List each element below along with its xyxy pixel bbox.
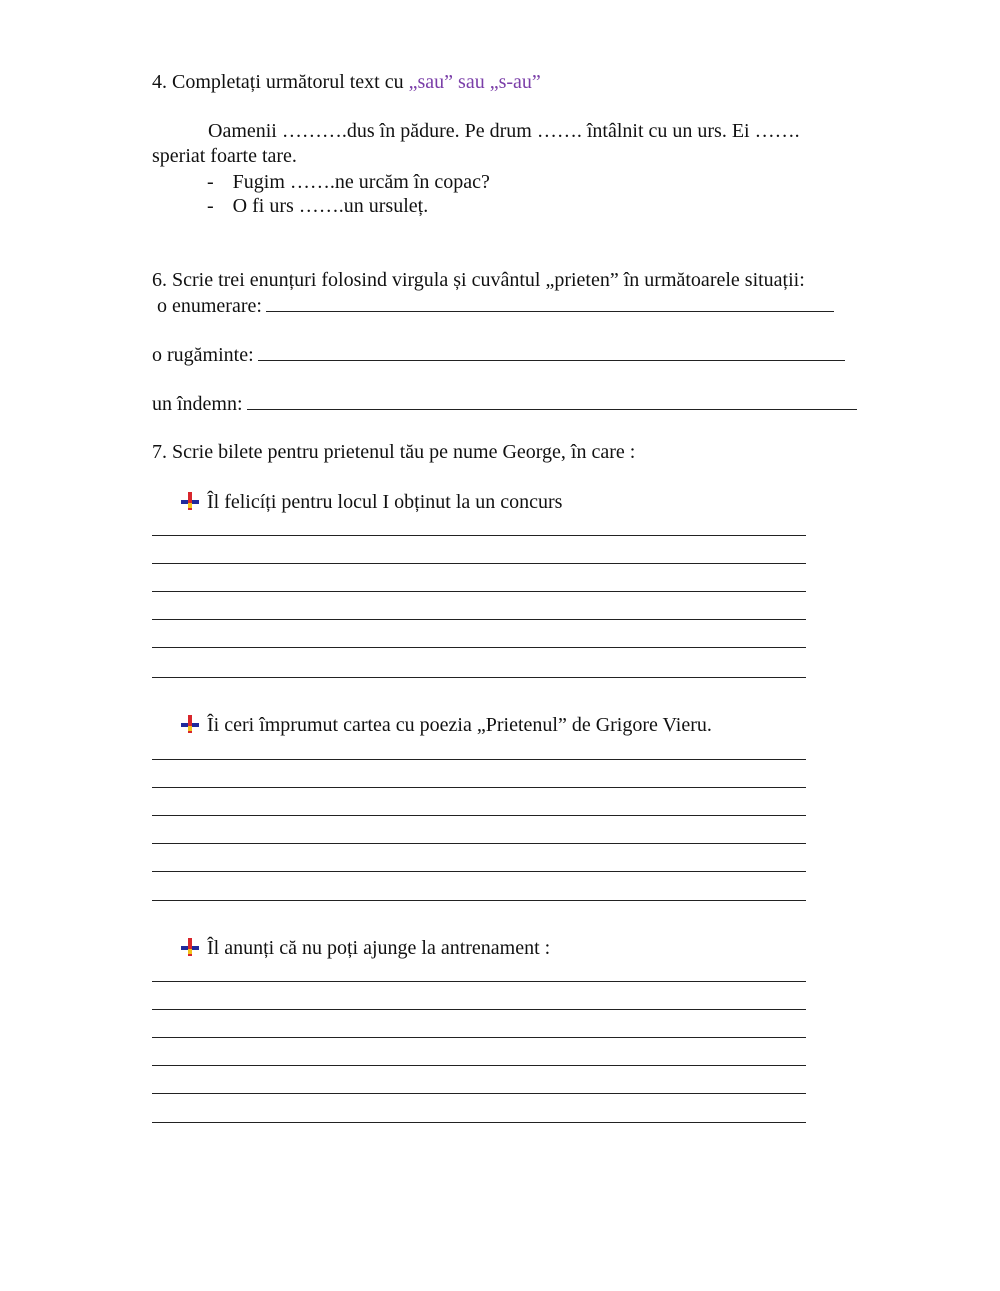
- task-text: Îl felicíți pentru locul I obținut la un concurs: [207, 491, 563, 513]
- q6-item-label: o enumerare:: [157, 295, 262, 317]
- bullet-arrow-icon: [181, 492, 199, 510]
- q6-item-label: un îndemn:: [152, 393, 243, 415]
- q4-dialog-1: [207, 170, 490, 194]
- writing-line[interactable]: [152, 677, 806, 678]
- answer-line[interactable]: [266, 293, 834, 312]
- writing-line[interactable]: [152, 815, 806, 816]
- task-text: Îl anunți că nu poți ajunge la antrenament :: [207, 937, 551, 959]
- writing-line[interactable]: [152, 563, 806, 564]
- answer-line[interactable]: [258, 342, 845, 361]
- q4-line2: speriat foarte tare.: [152, 145, 297, 167]
- writing-line[interactable]: [152, 900, 806, 901]
- q4-dialog-2: [207, 194, 428, 218]
- writing-line[interactable]: [152, 535, 806, 536]
- task-text: Îi ceri împrumut cartea cu poezia „Prietenul” de Grigore Vieru.: [207, 714, 712, 736]
- writing-line[interactable]: [152, 787, 806, 788]
- q6-title: 6. Scrie trei enunțuri folosind virgula și cuvântul „prieten” în următoarele situații:: [152, 269, 805, 291]
- q7-task-1: [181, 490, 562, 514]
- dialog-text: O fi urs …….un ursuleț.: [232, 195, 429, 217]
- q4-title: [152, 70, 541, 94]
- writing-line[interactable]: [152, 843, 806, 844]
- writing-line[interactable]: [152, 1037, 806, 1038]
- q6-item-enumerare: [157, 293, 834, 318]
- q6-item-rugaminte: [152, 342, 845, 367]
- bullet-arrow-icon: [181, 715, 199, 733]
- writing-line[interactable]: [152, 619, 806, 620]
- answer-line[interactable]: [247, 391, 857, 410]
- writing-line[interactable]: [152, 1122, 806, 1123]
- q7-title: 7. Scrie bilete pentru prietenul tău pe nume George, în care :: [152, 441, 636, 463]
- dialog-dash: -: [207, 171, 214, 193]
- q6-item-label: o rugăminte:: [152, 344, 254, 366]
- q7-task-2: [181, 713, 712, 737]
- dialog-text: Fugim …….ne urcăm în copac?: [232, 171, 490, 193]
- bullet-arrow-icon: [181, 938, 199, 956]
- writing-line[interactable]: [152, 1009, 806, 1010]
- writing-line[interactable]: [152, 871, 806, 872]
- dialog-dash: -: [207, 195, 214, 217]
- writing-line[interactable]: [152, 647, 806, 648]
- q6-item-indemn: [152, 391, 857, 416]
- q4-line1: Oamenii ……….dus în pădure. Pe drum ……. întâlnit cu un urs. Ei …….: [208, 120, 800, 142]
- writing-line[interactable]: [152, 1065, 806, 1066]
- writing-line[interactable]: [152, 759, 806, 760]
- q4-title-prefix: 4. Completați următorul text cu: [152, 71, 409, 93]
- writing-line[interactable]: [152, 591, 806, 592]
- writing-line[interactable]: [152, 1093, 806, 1094]
- q4-title-accent: „sau” sau „s-au”: [408, 71, 541, 93]
- q7-task-3: [181, 936, 550, 960]
- writing-line[interactable]: [152, 981, 806, 982]
